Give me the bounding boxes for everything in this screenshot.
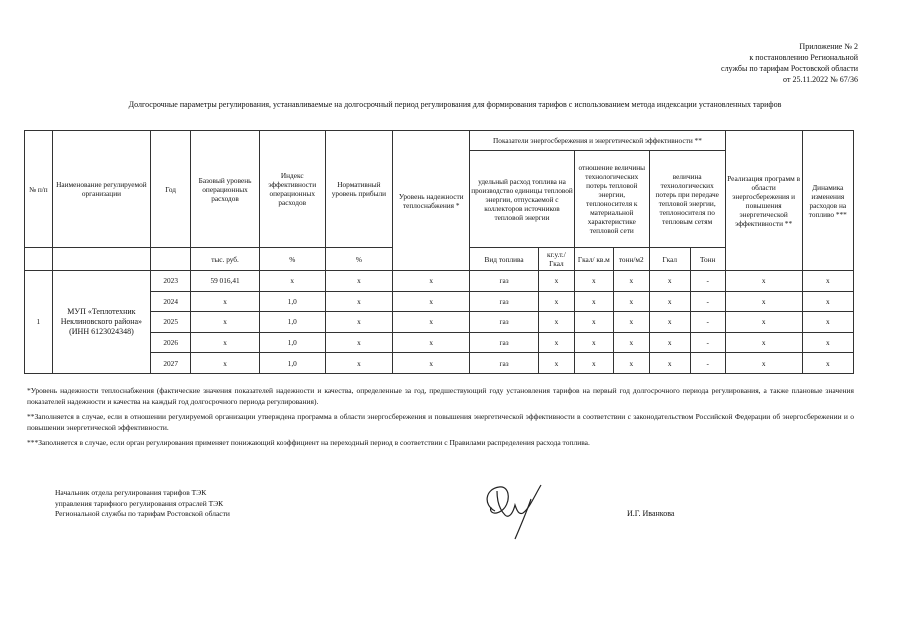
unit-empty bbox=[25, 248, 53, 271]
cell-index: 1,0 bbox=[259, 353, 325, 374]
cell-loss-1: х bbox=[649, 271, 690, 292]
cell-loss-1: х bbox=[649, 312, 690, 333]
appendix-line: к постановлению Региональной bbox=[749, 53, 858, 62]
signer-name: И.Г. Иванкова bbox=[627, 509, 675, 518]
cell-base: х bbox=[191, 353, 260, 374]
row-number: 1 bbox=[25, 271, 53, 374]
cell-reliability: х bbox=[393, 312, 470, 333]
table-row bbox=[25, 271, 854, 292]
unit-base: тыс. руб. bbox=[191, 248, 260, 271]
cell-dynamics: х bbox=[802, 312, 853, 333]
cell-fuel: х bbox=[538, 312, 574, 333]
cell-dynamics: х bbox=[802, 332, 853, 353]
cell-norm: х bbox=[325, 353, 393, 374]
cell-program: х bbox=[725, 291, 802, 312]
cell-reliability: х bbox=[393, 353, 470, 374]
header-losses: величина технологических потерь при передаче тепловой энергии, теплоносителя по тепловым сетям bbox=[649, 151, 725, 248]
cell-year: 2023 bbox=[151, 271, 191, 292]
footnote-fuel-dynamics: ***Заполняется в случае, если орган регулирования применяет понижающий коэффициент на переходный период в соответствии с Правилами распределения расхода топлива. bbox=[27, 438, 590, 447]
unit-ratio-1: Гкал/ кв.м bbox=[574, 248, 613, 271]
signer-block bbox=[55, 488, 230, 520]
appendix-header bbox=[598, 41, 858, 85]
cell-year: 2027 bbox=[151, 353, 191, 374]
cell-dynamics: х bbox=[802, 353, 853, 374]
cell-year: 2024 bbox=[151, 291, 191, 312]
cell-norm: х bbox=[325, 291, 393, 312]
cell-reliability: х bbox=[393, 332, 470, 353]
footnote-energy-program: **Заполняется в случае, если в отношении регулируемой организации утверждена программа в области энергосбережения и повышения энергетической эффективности в соответствии с законодательством Российской Федерации об энергосбережении и о повышении энергетической эффективности. bbox=[27, 412, 854, 432]
cell-index: 1,0 bbox=[259, 312, 325, 333]
cell-reliability: х bbox=[393, 271, 470, 292]
unit-loss-2: Тонн bbox=[690, 248, 725, 271]
appendix-line: Приложение № 2 bbox=[799, 42, 858, 51]
cell-index: х bbox=[259, 271, 325, 292]
unit-norm: % bbox=[325, 248, 393, 271]
cell-program: х bbox=[725, 332, 802, 353]
cell-fuel-type: газ bbox=[470, 291, 539, 312]
header-index: Индекс эффективности операционных расходов bbox=[259, 131, 325, 248]
cell-ratio-2: х bbox=[613, 291, 649, 312]
cell-base: х bbox=[191, 332, 260, 353]
cell-norm: х bbox=[325, 271, 393, 292]
cell-ratio-2: х bbox=[613, 353, 649, 374]
cell-base: х bbox=[191, 291, 260, 312]
footnote-reliability: *Уровень надежности теплоснабжения (фактические значения показателей надежности и качества, определенные за год, предшествующий году установления тарифов на первый год долгосрочного периода регулирования, а также плановые значения показателей надежности и качества на каждый год долгосрочного периода регулирования). bbox=[27, 386, 854, 406]
signer-position: Начальник отдела регулирования тарифов ТЭК bbox=[55, 488, 207, 497]
cell-fuel-type: газ bbox=[470, 353, 539, 374]
header-energy-group: Показатели энергосбережения и энергетической эффективности ** bbox=[470, 131, 725, 151]
footnotes bbox=[27, 386, 854, 454]
cell-ratio-1: х bbox=[574, 291, 613, 312]
cell-program: х bbox=[725, 271, 802, 292]
cell-fuel-type: газ bbox=[470, 312, 539, 333]
cell-fuel: х bbox=[538, 271, 574, 292]
cell-loss-2: - bbox=[690, 332, 725, 353]
cell-base: 59 016,41 bbox=[191, 271, 260, 292]
cell-fuel: х bbox=[538, 291, 574, 312]
cell-ratio-1: х bbox=[574, 353, 613, 374]
unit-ratio-2: тонн/м2 bbox=[613, 248, 649, 271]
cell-program: х bbox=[725, 353, 802, 374]
cell-year: 2026 bbox=[151, 332, 191, 353]
cell-ratio-2: х bbox=[613, 332, 649, 353]
cell-ratio-1: х bbox=[574, 271, 613, 292]
cell-program: х bbox=[725, 312, 802, 333]
cell-loss-2: - bbox=[690, 271, 725, 292]
cell-ratio-1: х bbox=[574, 312, 613, 333]
cell-dynamics: х bbox=[802, 271, 853, 292]
cell-loss-1: х bbox=[649, 353, 690, 374]
header-fuel: удельный расход топлива на производство единицы тепловой энергии, отпускаемой с коллекторов источников тепловой энергии bbox=[470, 151, 575, 248]
cell-loss-1: х bbox=[649, 291, 690, 312]
header-norm: Нормативный уровень прибыли bbox=[325, 131, 393, 248]
header-org: Наименование регулируемой организации bbox=[52, 131, 150, 248]
cell-dynamics: х bbox=[802, 291, 853, 312]
header-program: Реализация программ в области энергосбережения и повышения энергетической эффективности ** bbox=[725, 131, 802, 271]
cell-index: 1,0 bbox=[259, 291, 325, 312]
organization-name: МУП «Теплотехник Неклиновского района» (ИНН 6123024348) bbox=[52, 271, 150, 374]
cell-ratio-1: х bbox=[574, 332, 613, 353]
unit-loss-1: Гкал bbox=[649, 248, 690, 271]
unit-fuel-type: Вид топлива bbox=[470, 248, 539, 271]
unit-index: % bbox=[259, 248, 325, 271]
cell-ratio-2: х bbox=[613, 312, 649, 333]
cell-index: 1,0 bbox=[259, 332, 325, 353]
unit-empty bbox=[52, 248, 150, 271]
cell-fuel-type: газ bbox=[470, 332, 539, 353]
handwritten-signature bbox=[475, 475, 557, 543]
cell-loss-2: - bbox=[690, 291, 725, 312]
cell-norm: х bbox=[325, 312, 393, 333]
signer-organization: Региональной службы по тарифам Ростовской области bbox=[55, 509, 230, 518]
signer-department: управления тарифного регулирования отраслей ТЭК bbox=[55, 498, 224, 508]
document-title: Долгосрочные параметры регулирования, устанавливаемые на долгосрочный период регулирования для формирования тарифов с использованием метода индексации установленных тарифов bbox=[128, 100, 782, 109]
cell-reliability: х bbox=[393, 291, 470, 312]
parameters-table bbox=[24, 130, 854, 374]
unit-fuel: кг.у.т./Гкал bbox=[538, 248, 574, 271]
header-num: № п/п bbox=[25, 131, 53, 248]
appendix-line: службы по тарифам Ростовской области bbox=[721, 64, 858, 73]
cell-year: 2025 bbox=[151, 312, 191, 333]
cell-base: х bbox=[191, 312, 260, 333]
unit-empty bbox=[151, 248, 191, 271]
cell-fuel: х bbox=[538, 353, 574, 374]
appendix-line: от 25.11.2022 № 67/36 bbox=[783, 75, 858, 84]
cell-fuel-type: газ bbox=[470, 271, 539, 292]
cell-loss-2: - bbox=[690, 312, 725, 333]
header-base: Базовый уровень операционных расходов bbox=[191, 131, 260, 248]
cell-loss-1: х bbox=[649, 332, 690, 353]
cell-norm: х bbox=[325, 332, 393, 353]
header-reliability: Уровень надежности теплоснабжения * bbox=[393, 131, 470, 271]
header-dynamics: Динамика изменения расходов на топливо *** bbox=[802, 131, 853, 271]
cell-ratio-2: х bbox=[613, 271, 649, 292]
header-year: Год bbox=[151, 131, 191, 248]
cell-loss-2: - bbox=[690, 353, 725, 374]
cell-fuel: х bbox=[538, 332, 574, 353]
header-ratio: отношение величины технологических потерь тепловой энергии, теплоносителя к материальной характеристике тепловой сети bbox=[574, 151, 649, 248]
